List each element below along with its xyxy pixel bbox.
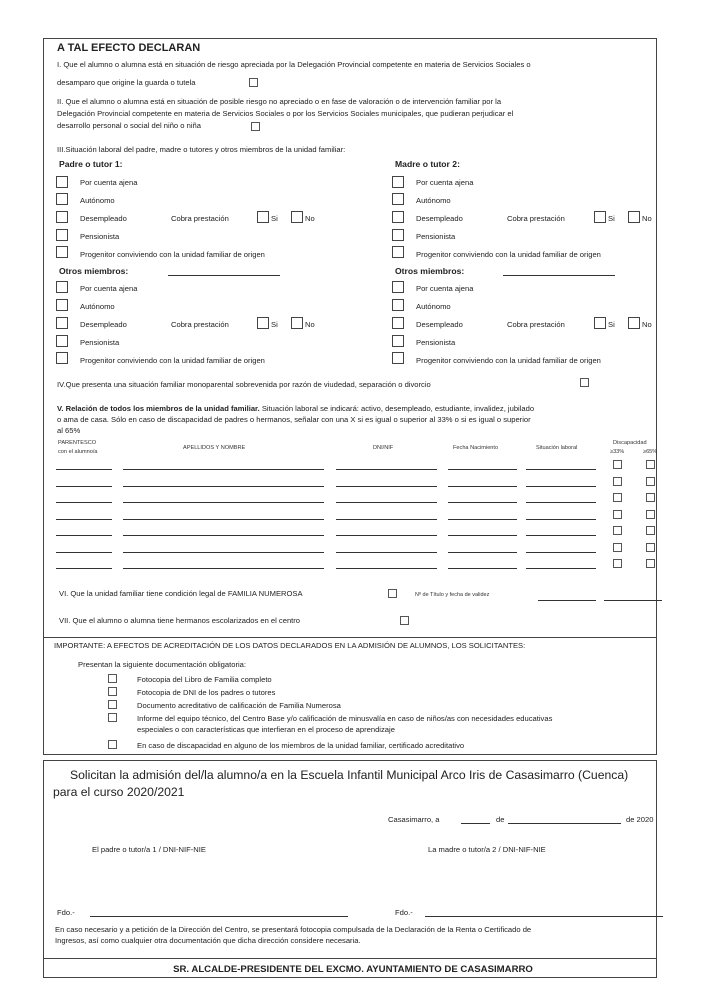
table-cell-field[interactable] [123,552,324,553]
table-cell-field[interactable] [56,552,112,553]
doc5-label: En caso de discapacidad en alguno de los miembros de la unidad familiar, certificado acreditativo [137,741,465,750]
place-label: Casasimarro, a [388,815,440,824]
otros1-name-field[interactable] [168,275,280,276]
otros1-no-checkbox[interactable] [291,317,303,329]
otros1-autonomo-checkbox[interactable] [56,299,68,311]
note-line2: Ingresos, así como cualquier otra documentación que dicha dirección considere necesaria. [55,936,361,945]
col-situacion: Situación laboral [536,445,578,451]
otros2-prestacion-label: Cobra prestación [507,320,565,329]
otros2-desempleado-checkbox[interactable] [392,317,404,329]
otros2-si-checkbox[interactable] [594,317,606,329]
validez-field[interactable] [604,600,662,601]
fdo1-field[interactable] [90,916,348,917]
col-parentesco-2: con el alumno/a [58,449,98,455]
year-label: de 2020 [626,815,654,824]
table-cell-field[interactable] [56,486,112,487]
tutor1-ajena-label: Por cuenta ajena [80,178,138,187]
otros2-autonomo-checkbox[interactable] [392,299,404,311]
tutor1-header: Padre o tutor 1: [59,159,123,169]
titulo-field[interactable] [538,600,596,601]
otros2-ajena-checkbox[interactable] [392,281,404,293]
table-cell-field[interactable] [336,486,437,487]
otros1-prestacion-label: Cobra prestación [171,320,229,329]
fdo2-field[interactable] [425,916,663,917]
otros2-progenitor-checkbox[interactable] [392,352,404,364]
important-title: IMPORTANTE: A EFECTOS DE ACREDITACIÓN DE LOS DATOS DECLARADOS EN LA ADMISIÓN DE ALUMNOS, LOS SOLICITANTES: [54,641,526,650]
col-dni: DNI/NIF [373,445,394,451]
disability-checkbox[interactable] [646,559,655,568]
tutor2-si-checkbox[interactable] [594,211,606,223]
table-cell-field[interactable] [123,502,324,503]
otros1-desempleado-label: Desempleado [80,320,127,329]
item2-text: II. Que el alumno o alumna está en situación de posible riesgo no apreciado o en fase de valoración o de intervención familiar por la [57,97,502,106]
table-cell-field[interactable] [448,568,517,569]
table-cell-field[interactable] [56,502,112,503]
footer-title: SR. ALCALDE-PRESIDENTE DEL EXCMO. AYUNTAMIENTO DE CASASIMARRO [173,964,533,975]
doc1-checkbox[interactable] [108,674,117,683]
otros2-header: Otros miembros: [395,266,465,276]
otros2-no-checkbox[interactable] [628,317,640,329]
table-cell-field[interactable] [56,568,112,569]
col-discapacidad: Discapacidad [613,440,647,446]
col-fecha: Fecha Nacimiento [453,445,499,451]
tutor2-prestacion-label: Cobra prestación [507,214,565,223]
tutor2-pensionista-checkbox[interactable] [392,229,404,241]
tutor2-ajena-checkbox[interactable] [392,176,404,188]
otros2-ajena-label: Por cuenta ajena [416,284,474,293]
item7-checkbox[interactable] [400,616,409,625]
item2-text-3: desarrollo personal o social del niño o niña [57,121,201,130]
table-cell-field[interactable] [448,519,517,520]
disability-checkbox[interactable] [613,460,622,469]
otros1-si-checkbox[interactable] [257,317,269,329]
table-cell-field[interactable] [526,469,596,470]
table-cell-field[interactable] [448,552,517,553]
doc3-label: Documento acreditativo de calificación de Familia Numerosa [137,701,341,710]
tutor2-pensionista-label: Pensionista [416,232,456,241]
disability-checkbox[interactable] [613,510,622,519]
request-line2: para el curso 2020/2021 [53,785,185,799]
month-field[interactable] [508,823,621,824]
footer-divider [43,958,657,959]
tutor1-si-label: Si [271,214,278,223]
tutor1-si-checkbox[interactable] [257,211,269,223]
col-65: ≥65% [643,449,658,455]
item5-text-1: Situación laboral se indicará: activo, desempleado, estudiante, invalidez, jubilado [259,404,535,413]
request-line1: Solicitan la admisión del/la alumno/a en la Escuela Infantil Municipal Arco Iris de Casasimarro (Cuenca) [70,768,629,782]
otros1-autonomo-label: Autónomo [80,302,115,311]
col-parentesco: PARENTESCO [58,440,97,446]
otros1-ajena-label: Por cuenta ajena [80,284,138,293]
doc4-label-2: especiales o con características que interfieran en el proceso de aprendizaje [137,725,395,734]
tutor2-autonomo-label: Autónomo [416,196,451,205]
item4-text: IV.Que presenta una situación familiar monoparental sobrevenida por razón de viudedad, separación o divorcio [57,380,431,389]
col-33: ≥33% [610,449,625,455]
table-cell-field[interactable] [336,469,437,470]
item6-text: VI. Que la unidad familiar tiene condición legal de FAMILIA NUMEROSA [59,589,303,598]
otros1-header: Otros miembros: [59,266,129,276]
table-cell-field[interactable] [448,486,517,487]
otros2-name-field[interactable] [503,275,615,276]
disability-checkbox[interactable] [646,543,655,552]
tutor1-desempleado-checkbox[interactable] [56,211,68,223]
otros2-no-label: No [642,320,652,329]
item2-checkbox[interactable] [251,122,260,131]
tutor2-autonomo-checkbox[interactable] [392,193,404,205]
table-cell-field[interactable] [336,568,437,569]
table-cell-field[interactable] [123,519,324,520]
table-cell-field[interactable] [526,568,596,569]
tutor2-header: Madre o tutor 2: [395,159,460,169]
otros2-progenitor-label: Progenitor conviviendo con la unidad familiar de origen [416,356,601,365]
otros1-no-label: No [305,320,315,329]
table-cell-field[interactable] [123,486,324,487]
tutor2-no-checkbox[interactable] [628,211,640,223]
otros2-desempleado-label: Desempleado [416,320,463,329]
otros1-progenitor-label: Progenitor conviviendo con la unidad familiar de origen [80,356,265,365]
item4-checkbox[interactable] [580,378,589,387]
otros2-autonomo-label: Autónomo [416,302,451,311]
otros1-si-label: Si [271,320,278,329]
table-cell-field[interactable] [526,519,596,520]
doc4-checkbox[interactable] [108,713,117,722]
de-label: de [496,815,505,824]
disability-checkbox[interactable] [613,543,622,552]
disability-checkbox[interactable] [646,477,655,486]
tutor1-ajena-checkbox[interactable] [56,176,68,188]
tutor2-si-label: Si [608,214,615,223]
tutor1-no-checkbox[interactable] [291,211,303,223]
day-field[interactable] [461,823,490,824]
fdo1-label: Fdo.- [57,908,75,917]
item6-checkbox[interactable] [388,589,397,598]
tutor1-desempleado-label: Desempleado [80,214,127,223]
fdo2-label: Fdo.- [395,908,413,917]
item1-text-2: desamparo que origine la guarda o tutela [57,78,196,87]
important-intro: Presentan la siguiente documentación obligatoria: [78,660,247,669]
disability-checkbox[interactable] [613,559,622,568]
tutor2-desempleado-checkbox[interactable] [392,211,404,223]
tutor1-no-label: No [305,214,315,223]
otros1-ajena-checkbox[interactable] [56,281,68,293]
sig2-label: La madre o tutor/a 2 / DNI-NIF-NIE [428,845,546,854]
tutor1-pensionista-checkbox[interactable] [56,229,68,241]
important-frame [43,637,657,755]
table-cell-field[interactable] [336,519,437,520]
tutor1-progenitor-checkbox[interactable] [56,246,68,258]
disability-checkbox[interactable] [646,526,655,535]
disability-checkbox[interactable] [613,526,622,535]
disability-checkbox[interactable] [646,460,655,469]
table-cell-field[interactable] [526,552,596,553]
tutor2-progenitor-label: Progenitor conviviendo con la unidad familiar de origen [416,250,601,259]
item3-title: III.Situación laboral del padre, madre o tutores y otros miembros de la unidad familiar: [57,145,346,154]
doc1-label: Fotocopia del Libro de Familia completo [137,675,272,684]
disability-checkbox[interactable] [646,510,655,519]
tutor2-no-label: No [642,214,652,223]
table-cell-field[interactable] [526,486,596,487]
otros2-pensionista-checkbox[interactable] [392,335,404,347]
table-cell-field[interactable] [526,502,596,503]
table-cell-field[interactable] [123,469,324,470]
tutor1-autonomo-label: Autónomo [80,196,115,205]
item1-checkbox[interactable] [249,78,258,87]
item5-title: V. Relación de todos los miembros de la unidad familiar. [57,404,260,413]
table-cell-field[interactable] [336,502,437,503]
note-line1: En caso necesario y a petición de la Dirección del Centro, se presentará fotocopia compulsada de la Declaración de la Renta o Certificado de [55,925,532,934]
sig1-label: El padre o tutor/a 1 / DNI-NIF-NIE [92,845,206,854]
doc2-label: Fotocopia de DNI de los padres o tutores [137,688,276,697]
table-cell-field[interactable] [526,535,596,536]
doc5-checkbox[interactable] [108,740,117,749]
table-cell-field[interactable] [123,535,324,536]
table-cell-field[interactable] [56,535,112,536]
table-cell-field[interactable] [336,535,437,536]
item5-text-3: al 65% [57,426,81,435]
col-apellidos: APELLIDOS Y NOMBRE [183,445,246,451]
doc3-checkbox[interactable] [108,700,117,709]
table-cell-field[interactable] [56,519,112,520]
tutor2-desempleado-label: Desempleado [416,214,463,223]
item1-text: I. Que el alumno o alumna está en situación de riesgo apreciada por la Delegación Provincial competente en materia de Servicios Sociales o [57,60,531,69]
item2-text-2: Delegación Provincial competente en materia de Servicios Sociales o por los Servicios Sociales municipales, que pudieran perjudicar el [57,109,514,118]
tutor2-progenitor-checkbox[interactable] [392,246,404,258]
table-cell-field[interactable] [336,552,437,553]
declare-title: A TAL EFECTO DECLARAN [57,42,201,54]
table-cell-field[interactable] [123,568,324,569]
otros1-pensionista-label: Pensionista [80,338,120,347]
tutor2-ajena-label: Por cuenta ajena [416,178,474,187]
tutor1-pensionista-label: Pensionista [80,232,120,241]
tutor1-progenitor-label: Progenitor conviviendo con la unidad familiar de origen [80,250,265,259]
otros2-pensionista-label: Pensionista [416,338,456,347]
item5-text [57,404,534,413]
item6-note: Nº de Título y fecha de validez [415,592,490,598]
table-cell-field[interactable] [448,535,517,536]
otros1-desempleado-checkbox[interactable] [56,317,68,329]
table-cell-field[interactable] [56,469,112,470]
disability-checkbox[interactable] [613,493,622,502]
item7-text: VII. Que el alumno o alumna tiene hermanos escolarizados en el centro [59,616,301,625]
otros2-si-label: Si [608,320,615,329]
table-cell-field[interactable] [448,502,517,503]
disability-checkbox[interactable] [613,477,622,486]
tutor1-prestacion-label: Cobra prestación [171,214,229,223]
doc2-checkbox[interactable] [108,687,117,696]
doc4-label: Informe del equipo técnico, del Centro Base y/o calificación de minusvalía en caso de niños/as con necesidades educativas [137,714,553,723]
item5-text-2: o ama de casa. Sólo en caso de discapacidad de padres o hermanos, señalar con una X si es igual o superior al 33% o si es igual o superior [57,415,531,424]
otros1-progenitor-checkbox[interactable] [56,352,68,364]
tutor1-autonomo-checkbox[interactable] [56,193,68,205]
otros1-pensionista-checkbox[interactable] [56,335,68,347]
disability-checkbox[interactable] [646,493,655,502]
table-cell-field[interactable] [448,469,517,470]
